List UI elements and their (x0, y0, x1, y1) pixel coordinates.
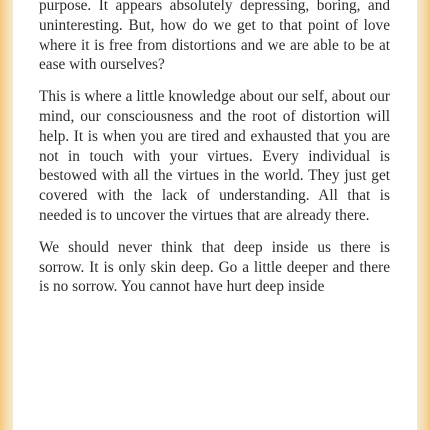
book-page (13, 0, 417, 430)
paragraph-2: This is where a little knowledge about our self, about our mind, our consciousness and the root of distortion will help. It is when you are tired and exhausted that you are not in touch with your virtues. Every individual is bestowed with all the virtues in the world. They just get covered with the lack of understanding. All that is needed is to uncover the virtues that are already there. (39, 88, 390, 224)
page-text (39, 0, 390, 309)
paragraph-1: purpose. It appears absolutely depressing, boring, and uninteresting. But, how do we get to that point of love where it is free from distortions and we are able to be at ease with ourselves? (39, 0, 390, 74)
paragraph-3: We should never think that deep inside us there is sorrow. It is only skin deep. Go a little deeper and there is no sorrow. You cannot have hurt deep inside (39, 238, 390, 296)
